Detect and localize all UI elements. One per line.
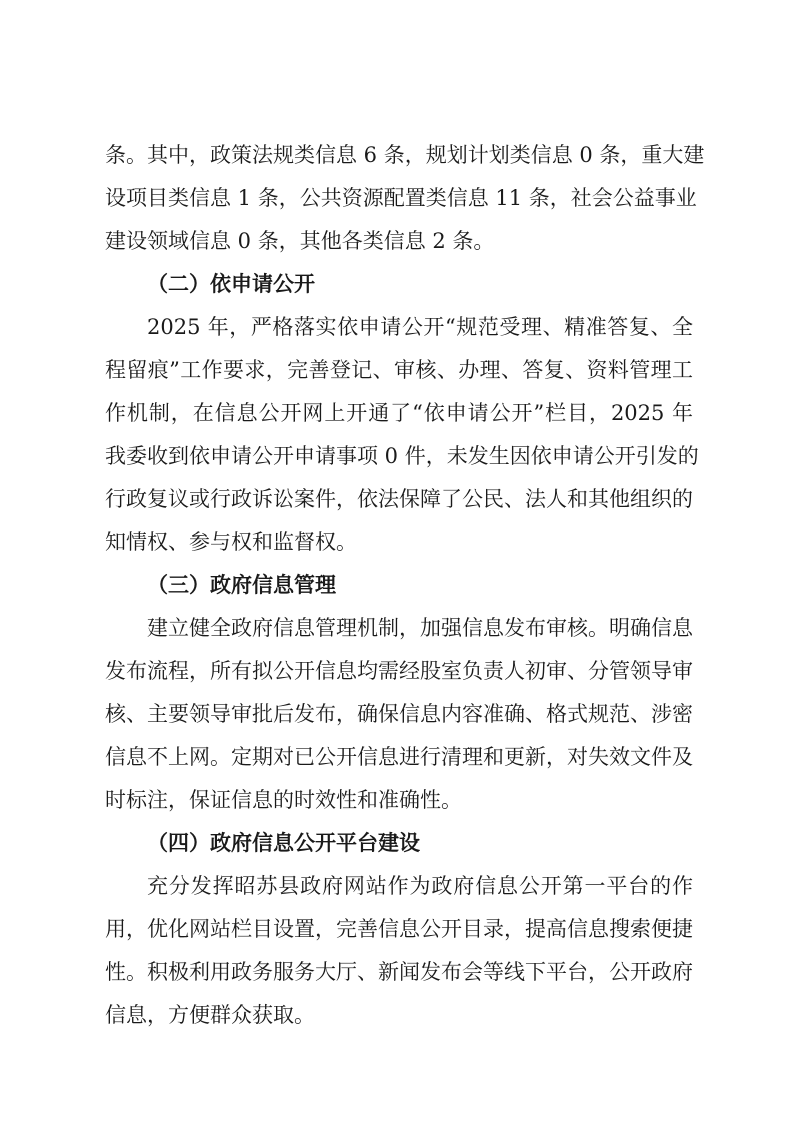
paragraph-line: 信息不上网。定期对已公开信息进行清理和更新，对失效文件及 — [105, 745, 693, 769]
paragraph-line: 核、主要领导审批后发布，确保信息内容准确、格式规范、涉密 — [105, 702, 693, 726]
paragraph-line: 程留痕”工作要求，完善登记、审核、办理、答复、资料管理工 — [105, 358, 693, 382]
paragraph-line: 用，优化网站栏目设置，完善信息公开目录，提高信息搜索便捷 — [105, 917, 693, 941]
paragraph-line: 建设领域信息 0 条，其他各类信息 2 条。 — [105, 229, 495, 253]
paragraph-line: 充分发挥昭苏县政府网站作为政府信息公开第一平台的作 — [147, 874, 693, 898]
paragraph-line: 发布流程，所有拟公开信息均需经股室负责人初审、分管领导审 — [105, 659, 693, 683]
paragraph-line: 建立健全政府信息管理机制，加强信息发布审核。明确信息 — [147, 616, 693, 640]
section-heading-application: （二）依申请公开 — [147, 272, 315, 296]
paragraph-line: 作机制，在信息公开网上开通了“依申请公开”栏目，2025 年 — [105, 401, 693, 425]
paragraph-line: 2025 年，严格落实依申请公开“规范受理、精准答复、全 — [147, 315, 693, 339]
paragraph-line: 我委收到依申请公开申请事项 0 件，未发生因依申请公开引发的 — [105, 444, 699, 468]
paragraph-line: 行政复议或行政诉讼案件，依法保障了公民、法人和其他组织的 — [105, 487, 693, 511]
paragraph-line: 条。其中，政策法规类信息 6 条，规划计划类信息 0 条，重大建 — [105, 143, 705, 167]
section-heading-management: （三）政府信息管理 — [147, 573, 336, 597]
paragraph-line: 信息，方便群众获取。 — [105, 1003, 315, 1027]
paragraph-line: 设项目类信息 1 条，公共资源配置类信息 11 条，社会公益事业 — [105, 186, 697, 210]
paragraph-line: 性。积极利用政务服务大厅、新闻发布会等线下平台，公开政府 — [105, 960, 693, 984]
section-heading-platform: （四）政府信息公开平台建设 — [147, 831, 420, 855]
paragraph-line: 知情权、参与权和监督权。 — [105, 530, 357, 554]
paragraph-line: 时标注，保证信息的时效性和准确性。 — [105, 788, 462, 812]
